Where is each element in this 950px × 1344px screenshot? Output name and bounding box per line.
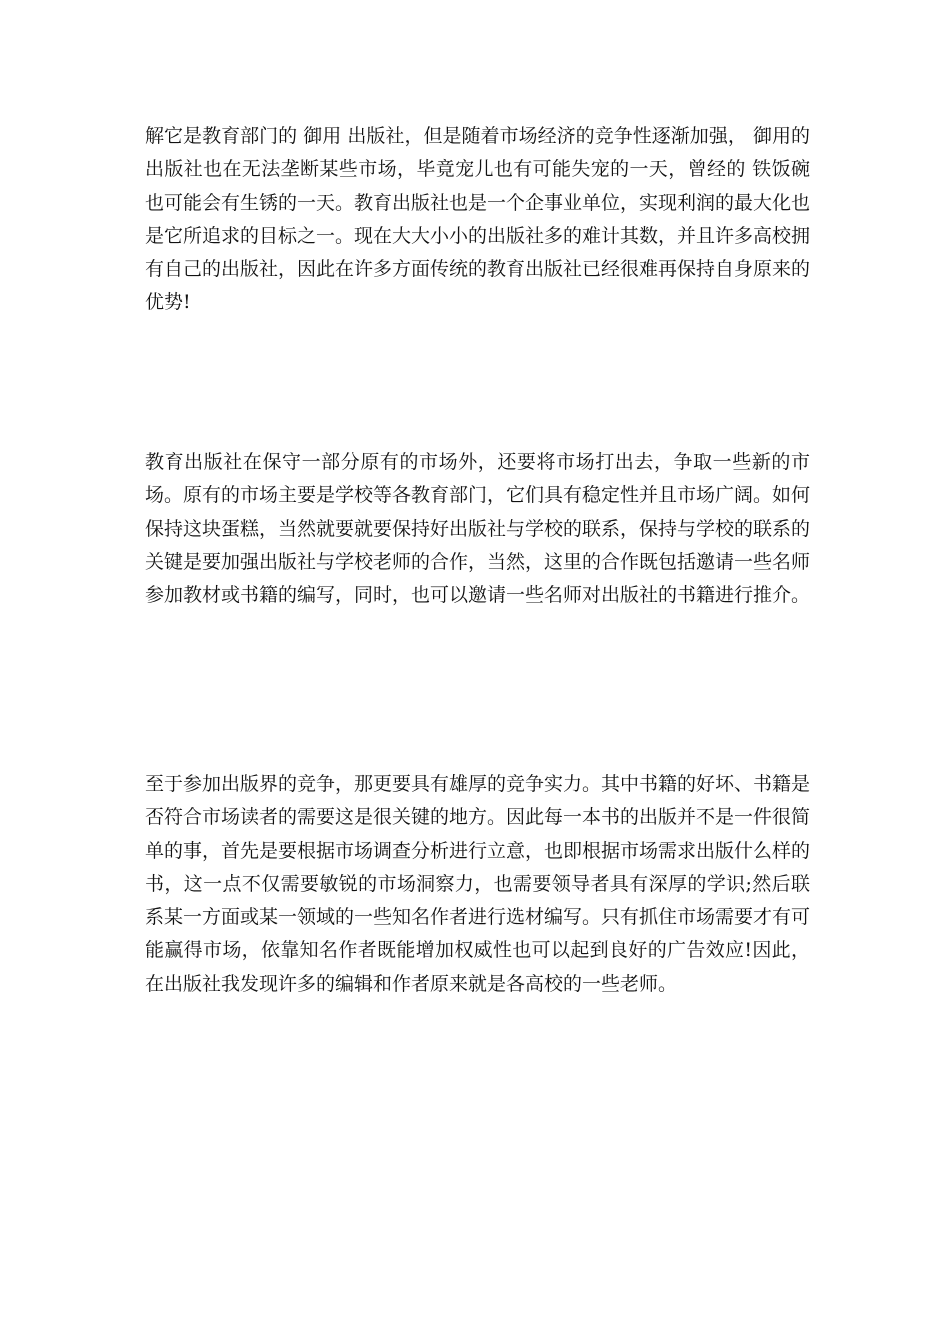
paragraph-1: 解它是教育部门的 御用 出版社，但是随着市场经济的竞争性逐渐加强， 御用的出版社也在无法垄断某些市场，毕竟宠儿也有可能失宠的一天，曾经的 铁饭碗 也可能会有生锈的一天。教育出版社也是一个企事业单位，实现利润的最大化也是它所追求的目标之一。现在大大小小的出版社多的难计其数，并且许多高校拥有自己的出版社，因此在许多方面传统的教育出版社已经很难再保持自身原来的优势! [145,125,811,314]
paragraph-2: 教育出版社在保守一部分原有的市场外，还要将市场打出去，争取一些新的市场。原有的市场主要是学校等各教育部门，它们具有稳定性并且市场广阔。如何保持这块蛋糕，当然就要就要保持好出版社与学校的联系，保持与学校的联系的关键是要加强出版社与学校老师的合作，当然，这里的合作既包括邀请一些名师参加教材或书籍的编写，同时，也可以邀请一些名师对出版社的书籍进行推介。 [145,451,811,607]
paragraph-3: 至于参加出版界的竞争，那更要具有雄厚的竞争实力。其中书籍的好坏、书籍是否符合市场读者的需要这是很关键的地方。因此每一本书的出版并不是一件很简单的事，首先是要根据市场调查分析进行立意，也即根据市场需求出版什么样的书，这一点不仅需要敏锐的市场洞察力，也需要领导者具有深厚的学识;然后联系某一方面或某一领域的一些知名作者进行选材编写。只有抓住市场需要才有可能赢得市场，依靠知名作者既能增加权威性也可以起到良好的广告效应!因此，在出版社我发现许多的编辑和作者原来就是各高校的一些老师。 [145,773,811,995]
